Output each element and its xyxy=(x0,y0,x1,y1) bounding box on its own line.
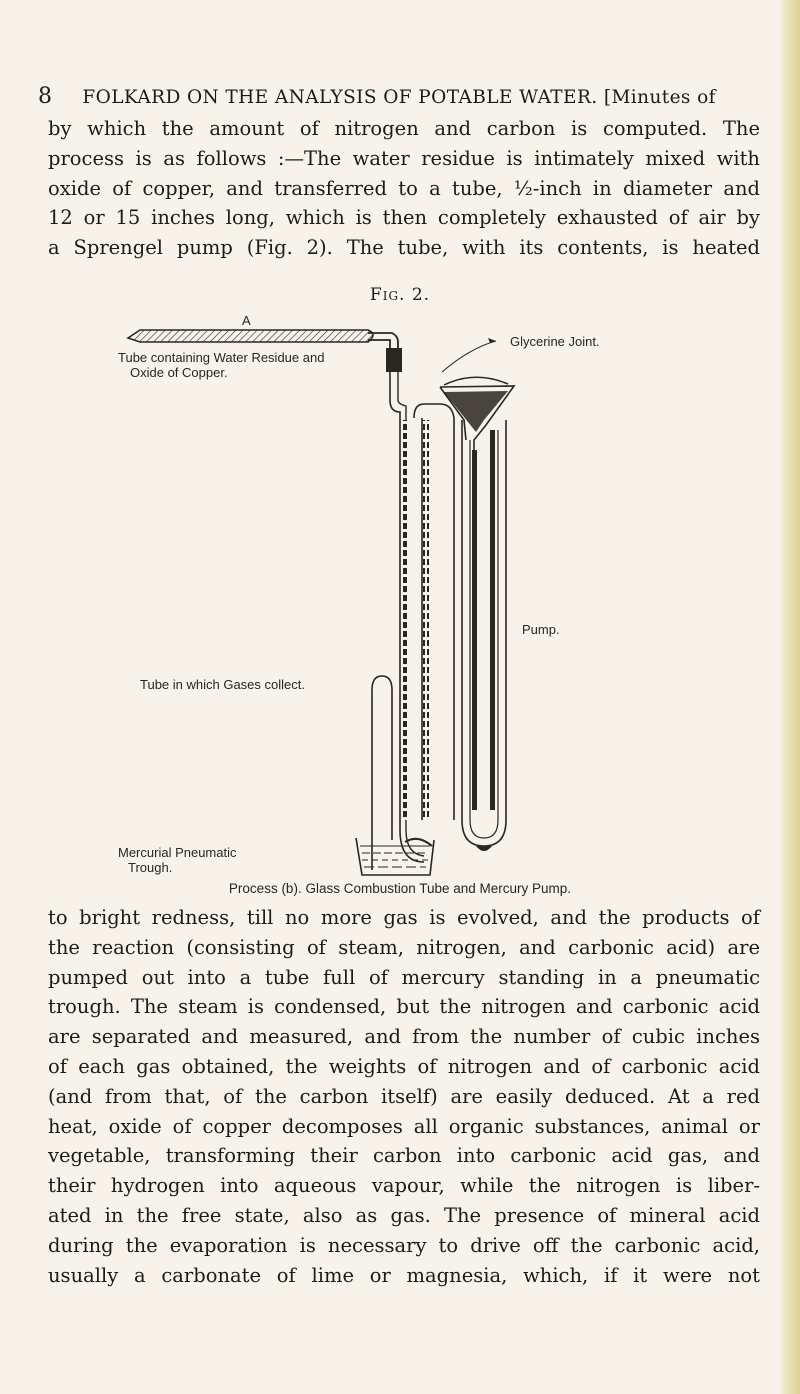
paragraph-bottom xyxy=(48,903,760,1290)
text-line: vegetable, transforming their carbon into carbonic acid gas, and xyxy=(48,1144,760,1168)
figure-caption: Process (b). Glass Combustion Tube and Mercury Pump. xyxy=(228,881,572,896)
text-line: pumped out into a tube full of mercury standing in a pneumatic xyxy=(48,965,760,989)
page-number: 8 xyxy=(38,84,53,109)
pump-u-tube xyxy=(414,404,506,851)
text-line: are separated and measured, and from the number of cubic inches xyxy=(48,1025,760,1049)
text-line: a Sprengel pump (Fig. 2). The tube, with its contents, is heated xyxy=(48,236,760,260)
apparatus-diagram xyxy=(0,300,800,880)
text-line: oxide of copper, and transferred to a tube, ½-inch in diameter and xyxy=(48,176,760,200)
text-line: usually a carbonate of lime or magnesia, which, if it were not xyxy=(48,1263,760,1287)
label-a: A xyxy=(242,313,251,328)
text-line: trough. The steam is condensed, but the nitrogen and carbonic acid xyxy=(48,995,760,1019)
running-title: FOLKARD ON THE ANALYSIS OF POTABLE WATER. [Minutes of xyxy=(82,87,716,108)
text-line: (and from that, of the carbon itself) are easily deduced. At a red xyxy=(48,1084,760,1108)
label-glycerine-joint: Glycerine Joint. xyxy=(510,334,600,349)
text-line: process is as follows :—The water residue is intimately mixed with xyxy=(48,146,760,170)
text-line: of each gas obtained, the weights of nitrogen and of carbonic acid xyxy=(48,1054,760,1078)
figure-title: Fig. 2. xyxy=(369,285,431,305)
label-pump: Pump. xyxy=(522,622,560,637)
text-line: their hydrogen into aqueous vapour, while the nitrogen is liber- xyxy=(48,1174,760,1198)
text-line: ated in the free state, also as gas. The presence of mineral acid xyxy=(48,1203,760,1227)
text-line: heat, oxide of copper decomposes all organic substances, animal or xyxy=(48,1114,760,1138)
text-line: during the evaporation is necessary to drive off the carbonic acid, xyxy=(48,1233,760,1257)
label-pneumatic-trough: Mercurial Pneumatic Trough. xyxy=(118,845,237,875)
label-collecting-tube: Tube in which Gases collect. xyxy=(140,677,305,692)
glycerine-joint xyxy=(386,338,496,372)
mercurial-trough xyxy=(356,838,434,875)
paragraph-top xyxy=(48,114,760,263)
text-line: to bright redness, till no more gas is evolved, and the products of xyxy=(48,906,760,929)
pump-fall-tube xyxy=(390,372,424,862)
text-line: by which the amount of nitrogen and carbon is computed. The xyxy=(48,117,760,140)
text-line: 12 or 15 inches long, which is then completely exhausted of air by xyxy=(48,206,760,230)
label-combustion-tube: Tube containing Water Residue and Oxide of Copper. xyxy=(118,350,325,380)
text-line: the reaction (consisting of steam, nitrogen, and carbonic acid) are xyxy=(48,935,760,959)
running-header xyxy=(38,84,768,109)
mercury-funnel xyxy=(440,377,514,455)
gas-collecting-tube xyxy=(372,676,392,870)
